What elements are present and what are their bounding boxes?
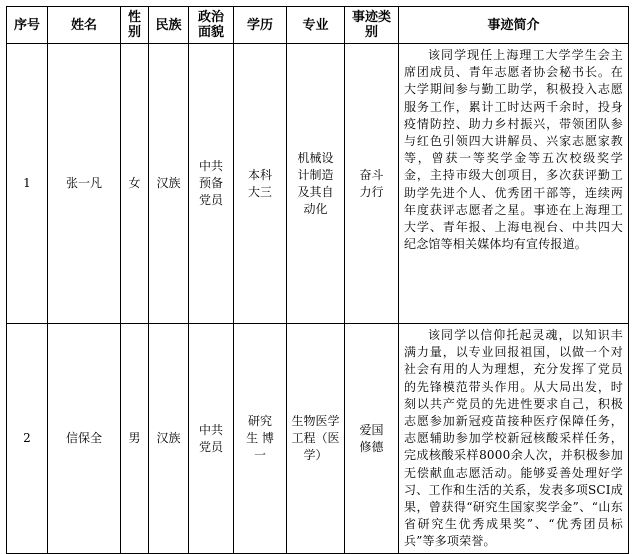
header-ethnicity: 民族 xyxy=(149,7,189,44)
cell-gender: 女 xyxy=(121,44,149,324)
header-seq: 序号 xyxy=(7,7,48,44)
header-political: 政治面貌 xyxy=(189,7,234,44)
cell-major: 生物医学工程（医学） xyxy=(287,324,345,554)
cell-gender: 男 xyxy=(121,324,149,554)
cell-major: 机械设计制造及其自动化 xyxy=(287,44,345,324)
cell-education: 研究生 博一 xyxy=(234,324,287,554)
cell-summary: 该同学现任上海理工大学学生会主席团成员、青年志愿者协会秘书长。在大学期间参与勤工助学，积极投入志愿服务工作，累计工时达两千余时，投身疫情防控、助力乡村振兴，带领团队参与红色引领四大讲解员、兴家志愿家教等，曾获一等奖学金等五次校级奖学金，主持市级大创项目，多次获评勤工助学先进个人、优秀团干部等，连续两年度获评志愿者之星。事迹在上海理工大学、青年报、上海电视台、中共四大纪念馆等相关媒体均有宣传报道。 xyxy=(399,44,629,324)
cell-political: 中共党员 xyxy=(189,324,234,554)
header-major: 专业 xyxy=(287,7,345,44)
cell-political: 中共预备党员 xyxy=(189,44,234,324)
table-row xyxy=(7,44,629,324)
cell-category: 奋斗力行 xyxy=(345,44,399,324)
header-row xyxy=(7,7,629,44)
header-summary: 事迹简介 xyxy=(399,7,629,44)
header-name: 姓名 xyxy=(48,7,121,44)
cell-seq: 1 xyxy=(7,44,48,324)
cell-ethnicity: 汉族 xyxy=(149,324,189,554)
deeds-table xyxy=(6,6,629,554)
cell-education: 本科大三 xyxy=(234,44,287,324)
header-education: 学历 xyxy=(234,7,287,44)
cell-category: 爱国修德 xyxy=(345,324,399,554)
header-category: 事迹类别 xyxy=(345,7,399,44)
cell-name: 张一凡 xyxy=(48,44,121,324)
cell-seq: 2 xyxy=(7,324,48,554)
cell-ethnicity: 汉族 xyxy=(149,44,189,324)
cell-summary: 该同学以信仰托起灵魂，以知识丰满力量，以专业回报祖国，以做一个对社会有用的人为理想，充分发挥了党员的先锋模范带头作用。从大局出发，时刻以共产党员的先进性要求自己，积极志愿参加新冠疫苗接种医疗保障任务，志愿辅助参加学校新冠核酸采样任务，完成核酸采样8000余人次，并积极参加无偿献血志愿活动。能够妥善处理好学习、工作和生活的关系，发表多项SCI成果，曾获得“研究生国家奖学金”、“山东省研究生优秀成果奖”、“优秀团员标兵”等多项荣誉。 xyxy=(399,324,629,554)
header-gender: 性别 xyxy=(121,7,149,44)
cell-name: 信保全 xyxy=(48,324,121,554)
table-row xyxy=(7,324,629,554)
